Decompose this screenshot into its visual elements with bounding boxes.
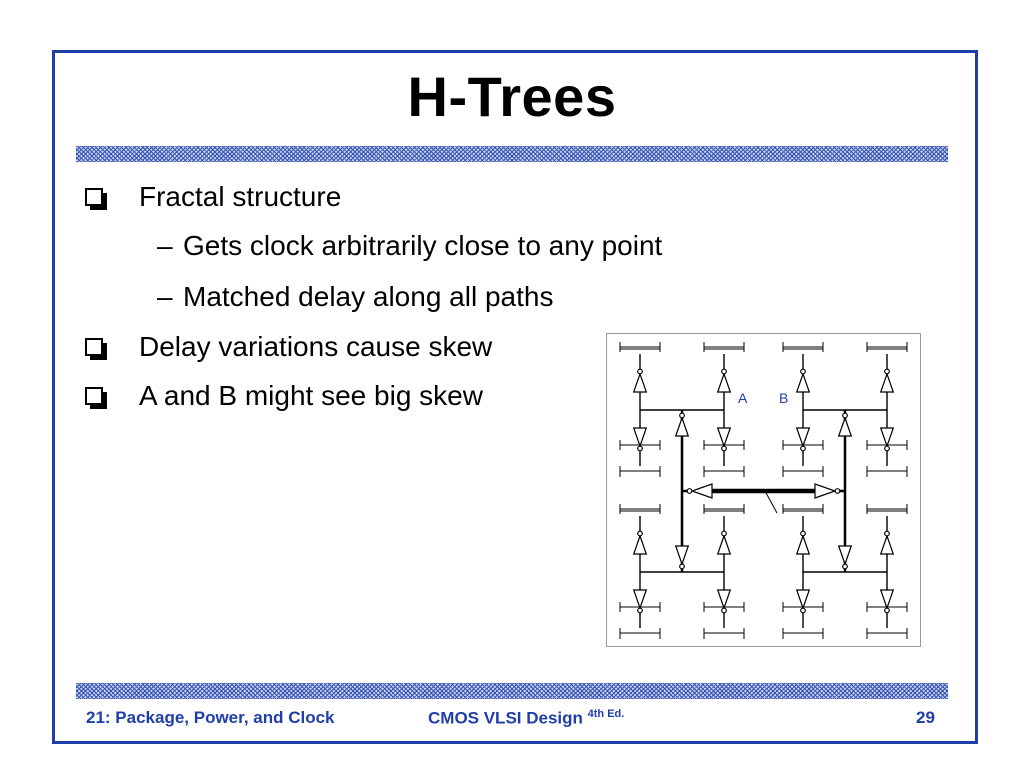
inverter-bubble xyxy=(801,608,806,613)
inverter-bubble xyxy=(638,446,643,451)
footer-course-title: CMOS VLSI Design xyxy=(428,708,583,728)
page-number: 29 xyxy=(916,708,935,727)
inverter-bubble xyxy=(722,446,727,451)
inverter-bubble xyxy=(638,531,643,536)
h-tree-diagram xyxy=(606,333,921,647)
inverter-bubble xyxy=(835,489,840,494)
inverter-bubble xyxy=(843,564,848,569)
footer-course xyxy=(428,708,624,729)
root-tap xyxy=(765,491,777,513)
inverter-bubble xyxy=(722,608,727,613)
sub-dash: – xyxy=(157,281,173,312)
inverter-bubble xyxy=(680,564,685,569)
buffer-icon xyxy=(839,418,852,436)
footer-divider xyxy=(76,683,948,699)
bullet-2: Delay variations cause skew xyxy=(139,331,493,362)
buffer-icon xyxy=(718,536,731,554)
buffer-icon xyxy=(634,536,647,554)
buffer-icon xyxy=(634,590,647,608)
inverter-bubble xyxy=(722,369,727,374)
footer-chapter: 21: Package, Power, and Clock xyxy=(86,708,335,727)
inverter-bubble xyxy=(638,369,643,374)
buffer-icon xyxy=(718,428,731,446)
buffer-icon xyxy=(718,590,731,608)
inverter-bubble xyxy=(885,446,890,451)
buffer-icon xyxy=(881,428,894,446)
inverter-bubble xyxy=(801,446,806,451)
node-label-a: A xyxy=(738,390,748,406)
buffer-icon xyxy=(718,374,731,392)
buffer-icon xyxy=(815,484,835,498)
buffer-icon xyxy=(797,374,810,392)
sub-bullet-2: Matched delay along all paths xyxy=(183,281,554,312)
title-divider xyxy=(76,146,948,162)
sub-dash: – xyxy=(157,230,173,261)
inverter-bubble xyxy=(722,531,727,536)
node-label-b: B xyxy=(779,390,789,406)
inverter-bubble xyxy=(885,369,890,374)
inverter-bubble xyxy=(801,531,806,536)
buffer-icon xyxy=(797,428,810,446)
buffer-icon xyxy=(692,484,712,498)
buffer-icon xyxy=(881,536,894,554)
inverter-bubble xyxy=(687,489,692,494)
buffer-icon xyxy=(881,374,894,392)
buffer-icon xyxy=(676,418,689,436)
buffer-icon xyxy=(634,428,647,446)
inverter-bubble xyxy=(885,608,890,613)
inverter-bubble xyxy=(801,369,806,374)
buffer-icon xyxy=(797,536,810,554)
buffer-icon xyxy=(676,546,689,564)
inverter-bubble xyxy=(843,413,848,418)
bullet-box-icon xyxy=(85,387,107,409)
sub-bullet-1: Gets clock arbitrarily close to any point xyxy=(183,230,663,261)
bullet-3: A and B might see big skew xyxy=(139,380,483,411)
footer-edition: 4th Ed. xyxy=(587,708,625,720)
bullet-box-icon xyxy=(85,188,107,210)
buffer-icon xyxy=(634,374,647,392)
bullet-box-icon xyxy=(85,338,107,360)
buffer-icon xyxy=(797,590,810,608)
buffer-icon xyxy=(839,546,852,564)
h-tree-svg xyxy=(607,334,920,646)
bullet-1: Fractal structure xyxy=(139,181,342,212)
inverter-bubble xyxy=(638,608,643,613)
buffer-icon xyxy=(881,590,894,608)
inverter-bubble xyxy=(885,531,890,536)
inverter-bubble xyxy=(680,413,685,418)
slide-title: H-Trees xyxy=(407,65,617,128)
